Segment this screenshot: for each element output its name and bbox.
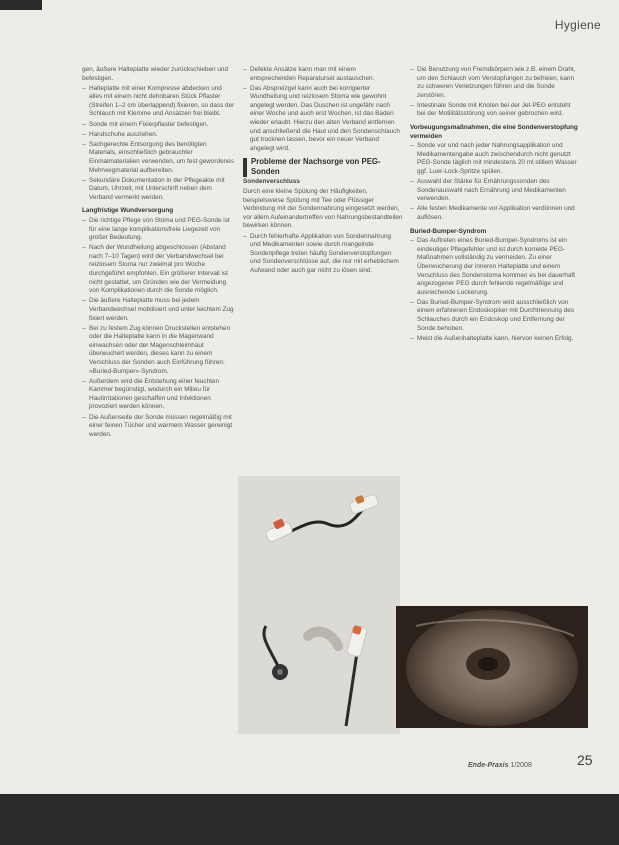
list-item: – Die Außenseite der Sonde müssen regelmäßig mit einer feinen Tücher und warmem Wasser gereinigt werden.	[82, 414, 235, 440]
corner-tab	[0, 0, 42, 10]
list-item: – Das Auftreten eines Buried-Bumper-Syndroms ist ein eindeutiger Pflegefehler und ist durch korrekte PEG-Maßnahmen vollständig zu vermeiden. Zu einer Überwucherung der inneren Halteplatte und einem Verschluss des Sondenstoma kommen es bei dauerhaft angezogener PEG durch fehlende regelmäßige und ausreichende Lockerung.	[410, 237, 580, 297]
peg-tubes-illustration	[238, 476, 400, 734]
page-number: 25	[577, 752, 593, 768]
journal-issue: 1/2008	[510, 762, 532, 769]
list-item: – Das Buried-Bumper-Syndrom wird ausschließlich von einem erfahrenen Endoskopiker mit Durchtrennung des Schlauches durch ein Endoskop und Entfernung der Sonde behoben.	[410, 299, 580, 333]
list-item: – Bei zu festem Zug können Druckstellen entstehen oder die Halteplatte kann in die Magenwand einwachsen oder der Magenschleimhaut überwuchert werden, dieses kann zu einem Verschluss der Sonden auch Einführung führen: »Buried-Bumper«-Syndrom.	[82, 325, 235, 377]
journal-name: Ende-Praxis	[468, 762, 509, 769]
list-item: – Außerdem wird die Entstehung einer feuchten Kammer begünstigt, wodurch ein Milieu für Hautirritationen geschaffen und Infektionen provoziert werden können.	[82, 378, 235, 412]
list-item: – Sachgerechte Entsorgung des benötigten Materials, einschließlich gebrauchter Einmalmaterialien verwenden, um fest gewordenes Mehrwegmaterial aufbereiten.	[82, 141, 235, 175]
paragraph: Durch eine kleine Spülung der Häufigkeiten, beispielsweise Spülung mit Tee oder Flüssiger Verbindung mit der Sondennahrung eingesetzt werden, vor allem Aufeinandertreffen von Nahrungsbestandteilen bewirken können.	[243, 188, 403, 230]
endoscopy-illustration	[396, 606, 588, 728]
section-label: Hygiene	[554, 18, 601, 32]
column-1-intro: gen, äußere Halteplatte wieder zurückschieben und befestigen.	[82, 66, 229, 82]
list-item: – Das Abspreizgel kann auch bei korrigierter Wundheilung und reizlosem Stoma wie gewohnt angelegt werden. Das Duschen ist ungefähr nach einer Woche und auch erst Wochen, ist das Baden wieder erlaubt. Hierzu den alten Verband entfernen und anschließend die Haut und den Sondenschlauch gut trocknen lassen, bevor ein neuer Verband angelegt wird.	[243, 85, 403, 154]
list-item: – Alle festen Medikamente vor Applikation verdünnen und auflösen.	[410, 205, 580, 222]
list-item: – Die äußere Halteplatte muss bei jedem Verbandwechsel mobilisiert und unter leichtem Zug fixiert werden.	[82, 297, 235, 323]
heading-wound-care: Langfristige Wundversorgung	[82, 207, 174, 215]
list-item: – Defekte Ansätze kann man mit einem entsprechenden Reparaturset austauschen.	[243, 66, 403, 83]
column-3	[410, 66, 580, 345]
list-item: – Durch fehlerhafte Applikation von Sondennahrung und Medikamenten sowie durch mangelnde Sondenpflege treten häufig Sondenverstopfungen und Sondenverschlüsse auf, die nur mit erheblichem Aufwand oder auch gar nicht zu lösen sind.	[243, 233, 403, 276]
list-item: – Die Benutzung von Fremdkörpern wie z.B. einem Draht, um den Schlauch vom Verstopfungen zu befreien, kann zu schweren Verletzungen führen und die Sonde zerstören.	[410, 66, 580, 100]
photo-endoscopy	[396, 606, 588, 728]
heading-bar	[243, 158, 247, 177]
photo-peg-tubes	[238, 476, 400, 734]
list-item: – Meist die Außenhalteplatte kann, hiervon keinen Erfolg.	[410, 335, 580, 344]
list-item: – Auswahl der Stärke für Ernährungssonden des Sondenauswahl nach Ernährung und Medikamenten verwenden.	[410, 178, 580, 204]
list-item: – Sonde vor und nach jeder Nahrungsapplikation und Medikamentengabe auch zwischendurch nicht genutzt PEG-Sonde täglich mit mindestens 20 ml stillem Wasser ggf. Luer-Lock-Spritze spülen.	[410, 142, 580, 176]
list-item: – Halteplatte mit einer Kompresse abdecken und alles mit einem nicht dehnbaren Stück Pflaster (Streifen 1–2 cm überlappend) fixieren, so dass der Schlauch mit Klemme und Ansätzen frei bleibt.	[82, 85, 235, 119]
list-item: – Die richtige Pflege von Stoma und PEG-Sonde ist für eine lange komplikationsfreie Liegezeit von großer Bedeutung.	[82, 217, 235, 243]
section-heading-block	[243, 157, 403, 176]
heading-buried-bumper: Buried-Bumper-Syndrom	[410, 227, 487, 235]
footer-journal	[468, 762, 532, 769]
heading-peg-problems: Probleme der Nachsorge von PEG-Sonden	[251, 157, 381, 176]
column-1	[82, 66, 235, 441]
heading-prevention: Vorbeugungsmaßnahmen, die eine Sondenverstopfung vermeiden	[410, 124, 578, 140]
column-2	[243, 66, 403, 277]
subheading-occlusion: Sondenverschluss	[243, 178, 300, 186]
list-item: – Nach der Wundheilung abgeschlossen (Abstand nach 7–10 Tagen) wird der Verbandwechsel bei reizlosem Stoma nur zweimal pro Woche durchgeführt empfohlen. Ein größerer Intervall ist nicht gestattet, um Gründen wie der Vermeidung von Komplikationen durch die Sonde möglich.	[82, 244, 235, 296]
list-item: – Sekundäre Dokumentation in der Pflegeakte mit Datum, Uhrzeit, mit Unterschrift neben dem Verband vermerkt werden.	[82, 177, 235, 203]
list-item: – Handschuhe ausziehen.	[82, 131, 235, 140]
list-item: – Sonde mit einem Fixierpflaster befestigen.	[82, 121, 235, 130]
bottom-band	[0, 794, 619, 845]
list-item: – Intestinale Sonde mit Knoten bei der Jet-PEG entsteht bei der Motilitätsstörung von seiner gebrochen wird.	[410, 102, 580, 119]
